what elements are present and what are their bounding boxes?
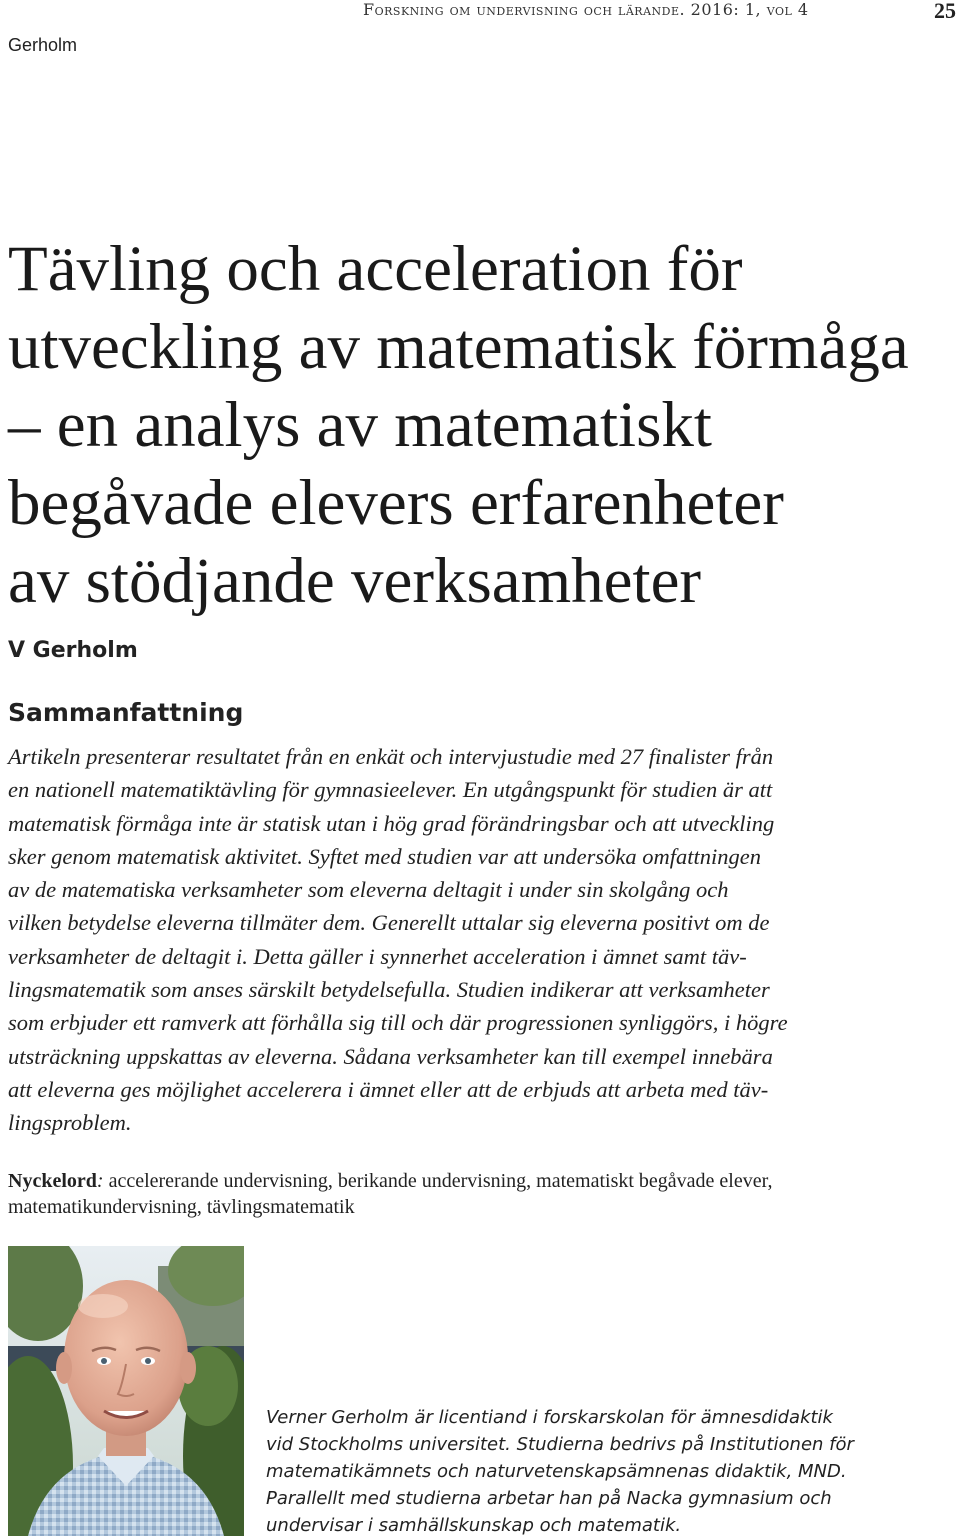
abstract-line: Artikeln presenterar resultatet från en enkät och intervjustudie med 27 finalister från (8, 744, 774, 769)
title-line: Tävling och acceleration för (8, 233, 743, 305)
title-line: av stödjande verksamheter (8, 545, 702, 617)
author-running-head: Gerholm (8, 35, 78, 55)
keywords-list: accelererande undervisning, berikande undervisning, matematiskt begåvade elever, (103, 1170, 773, 1192)
abstract-line: som erbjuder ett ramverk att förhålla sig till och där progressionen synliggörs, i högre (8, 1010, 788, 1036)
abstract-text (8, 740, 948, 1140)
author-portrait-image (8, 1246, 244, 1536)
abstract-line: utsträckning uppskattas av eleverna. Sådana verksamheter kan till exempel innebära (8, 1043, 773, 1069)
bio-line: vid Stockholms universitet. Studierna bedrivs på Institutionen för (266, 1434, 854, 1455)
bio-line: Verner Gerholm är licentiand i forskarskolan för ämnesdidaktik (266, 1407, 833, 1428)
abstract-line: sker genom matematisk aktivitet. Syftet med studien var att undersöka omfattningen (8, 843, 761, 869)
title-line: – en analys av matematiskt (8, 389, 712, 461)
abstract-line: lingsproblem. (8, 1110, 132, 1136)
title-line: begåvade elevers erfarenheter (8, 467, 784, 539)
journal-running-header: Forskning om undervisning och lärande. 2016: 1, vol 4 (363, 0, 809, 19)
author-byline: V Gerholm (8, 638, 138, 663)
keywords-line: matematikundervisning, tävlingsmatematik (8, 1196, 355, 1218)
keywords-label: Nyckelord (8, 1170, 97, 1192)
title-line: utveckling av matematisk förmåga (8, 311, 909, 383)
bio-line: undervisar i samhällskunskap och matematik. (266, 1515, 682, 1536)
bio-line: Parallellt med studierna arbetar han på Nacka gymnasium och (266, 1488, 832, 1509)
abstract-line: en nationell matematiktävling för gymnasieelever. En utgångspunkt för studien är att (8, 777, 773, 803)
abstract-line: att eleverna ges möjlighet accelerera i ämnet eller att de erbjuds att arbeta med täv- (8, 1076, 769, 1102)
author-bio (266, 1404, 946, 1539)
abstract-line: lingsmatematik som anses särskilt betydelsefulla. Studien indikerar att verksamheter (8, 977, 770, 1003)
abstract-line: av de matematiska verksamheter som eleverna deltagit i under sin skolgång och (8, 877, 729, 903)
page-number: 25 (934, 0, 956, 23)
abstract-line: vilken betydelse eleverna tillmäter dem. Generellt uttalar sig eleverna positivt om de (8, 910, 770, 936)
keywords (8, 1168, 948, 1220)
article-title (8, 230, 948, 620)
abstract-line: verksamheter de deltagit i. Detta gäller i synnerhet acceleration i ämnet samt täv- (8, 943, 747, 969)
keywords-colon: : (96, 1170, 104, 1192)
abstract-heading: Sammanfattning (8, 698, 244, 727)
keywords-line (8, 1168, 948, 1194)
abstract-line: matematisk förmåga inte är statisk utan i hög grad förändringsbar och att utveckling (8, 810, 775, 836)
author-photo (8, 1246, 244, 1536)
bio-line: matematikämnets och naturvetenskapsämnenas didaktik, MND. (266, 1461, 847, 1482)
